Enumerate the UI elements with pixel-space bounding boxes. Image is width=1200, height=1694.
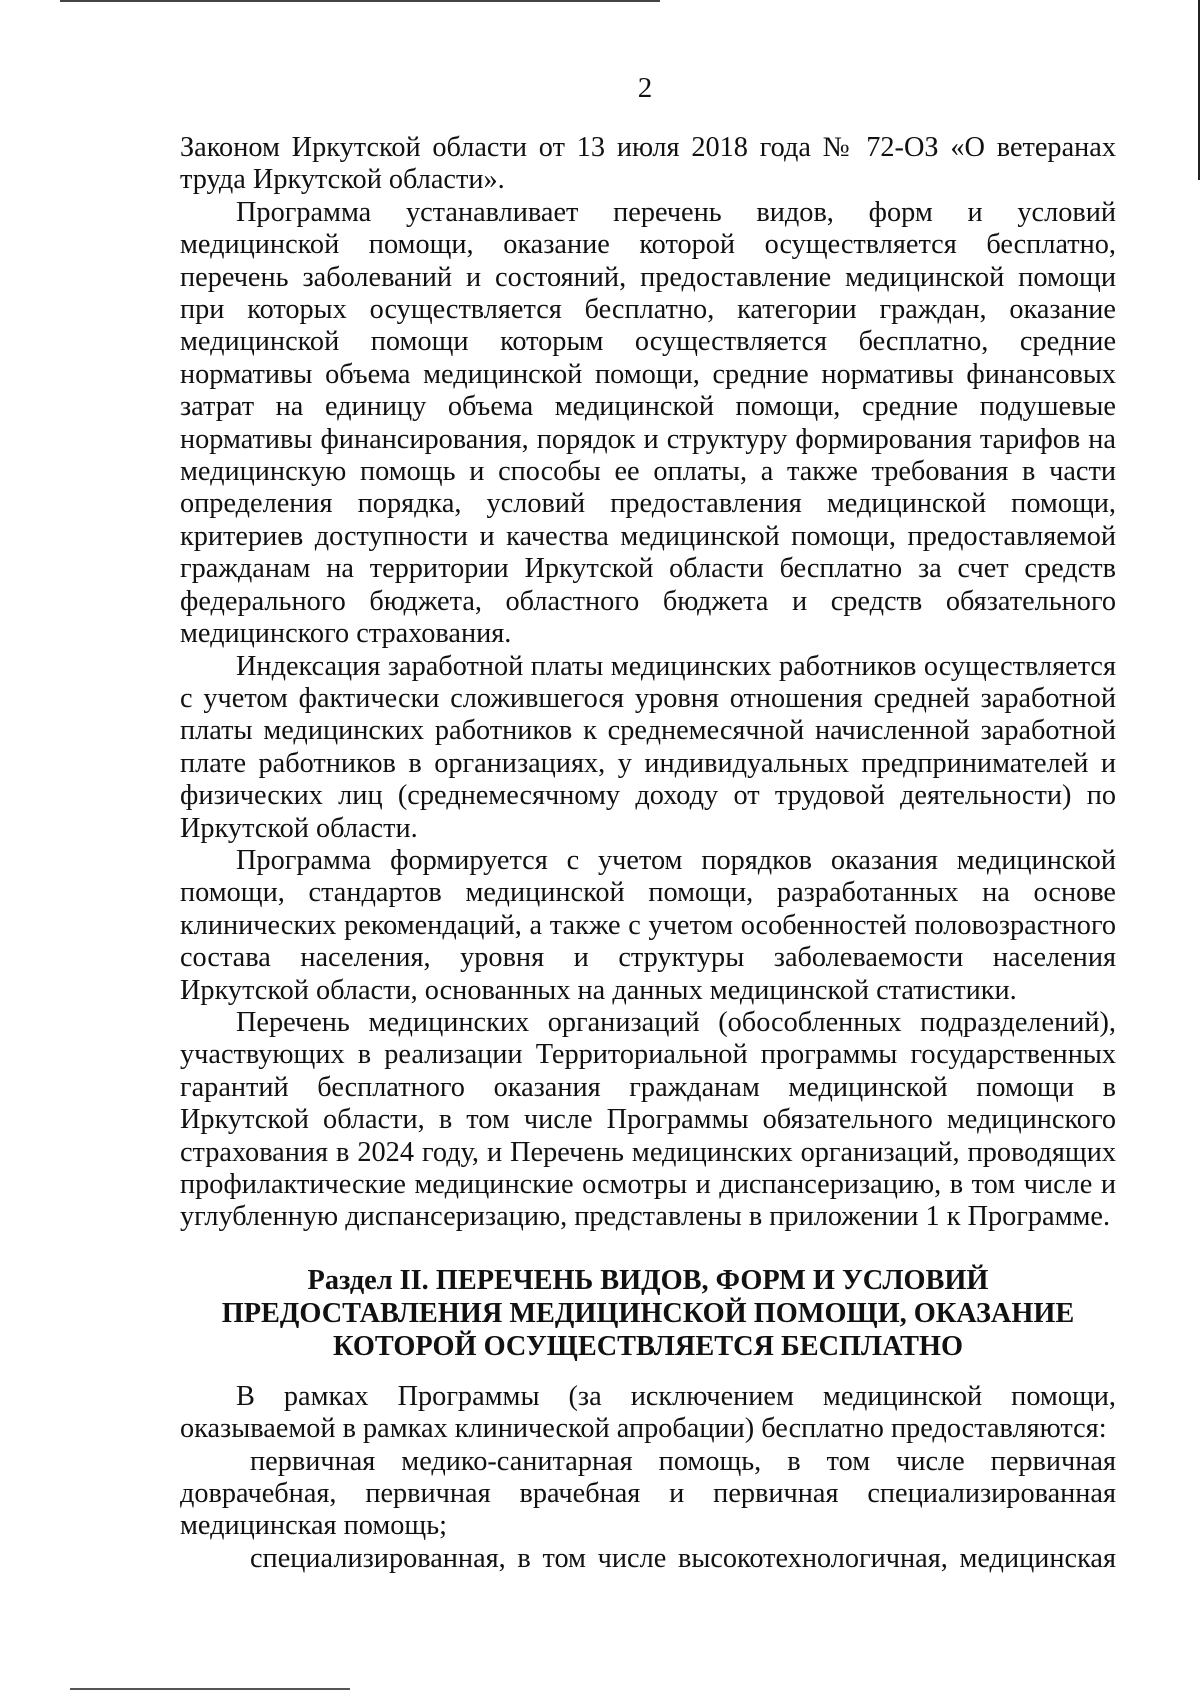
paragraph-program-scope: Программа устанавливает перечень видов, форм и условий медицинской помощи, оказание которой осуществляется бесплатно, перечень заболеваний и состояний, предоставление медицинской помощи при которых осуществляется бесплатно, категории граждан, оказание медицинской помощи которым осуществляется бесплатно, средние нормативы объема медицинской помощи, средние нормативы финансовых затрат на единицу объема медицинской помощи, средние подушевые нормативы финансирования, порядок и структуру формирования тарифов на медицинскую помощь и способы ее оплаты, а также требования в части определения порядка, условий предоставления медицинской помощи, критериев доступности и качества медицинской помощи, предоставляемой гражданам на территории Иркутской области бесплатно за счет средств федерального бюджета, областного бюджета и средств обязательного медицинского страхования.: [180, 196, 1116, 650]
section-heading: [180, 1264, 1116, 1363]
section-heading-line: КОТОРОЙ ОСУЩЕСТВЛЯЕТСЯ БЕСПЛАТНО: [333, 1330, 963, 1362]
paragraph-program-formation: Программа формируется с учетом порядков оказания медицинской помощи, стандартов медицинской помощи, разработанных на основе клинических рекомендаций, а также с учетом особенностей половозрастного состава населения, уровня и структуры заболеваемости населения Иркутской области, основанных на данных медицинской статистики.: [180, 844, 1116, 1006]
paragraph-continuation: Законом Иркутской области от 13 июля 2018 года № 72-ОЗ «О ветеранах труда Иркутской области».: [180, 132, 1116, 196]
paragraph-organizations-list: Перечень медицинских организаций (обособленных подразделений), участвующих в реализации Территориальной программы государственных гарантий бесплатного оказания гражданам медицинской помощи в Иркутской области, в том числе Программы обязательного медицинского страхования в 2024 году, и Перечень медицинских организаций, проводящих профилактические медицинские осмотры и диспансеризацию, в том числе и углубленную диспансеризацию, представлены в приложении 1 к Программе.: [180, 1006, 1116, 1233]
page-number: 2: [637, 72, 653, 104]
scan-artifact-top: [60, 0, 660, 2]
list-item-specialized-care: специализированная, в том числе высокотехнологичная, медицинская: [250, 1542, 1116, 1574]
section-heading-line: ПРЕДОСТАВЛЕНИЯ МЕДИЦИНСКОЙ ПОМОЩИ, ОКАЗАНИЕ: [221, 1297, 1075, 1329]
list-item-primary-care: первичная медико-санитарная помощь, в том числе первичная доврачебная, первичная врачебная и первичная специализированная медицинская помощь;: [180, 1445, 1116, 1542]
section-intro: В рамках Программы (за исключением медицинской помощи, оказываемой в рамках клинической апробации) бесплатно предоставляются:: [180, 1380, 1116, 1445]
section-heading-line: Раздел II. ПЕРЕЧЕНЬ ВИДОВ, ФОРМ И УСЛОВИЙ: [307, 1264, 989, 1296]
scan-artifact-bottom: [70, 1688, 350, 1690]
document-body: [180, 132, 1116, 1575]
paragraph-salary-indexation: Индексация заработной платы медицинских работников осуществляется с учетом фактически сложившегося уровня отношения средней заработной платы медицинских работников к среднемесячной начисленной заработной плате работников в организациях, у индивидуальных предпринимателей и физических лиц (среднемесячному доходу от трудовой деятельности) по Иркутской области.: [180, 650, 1116, 844]
